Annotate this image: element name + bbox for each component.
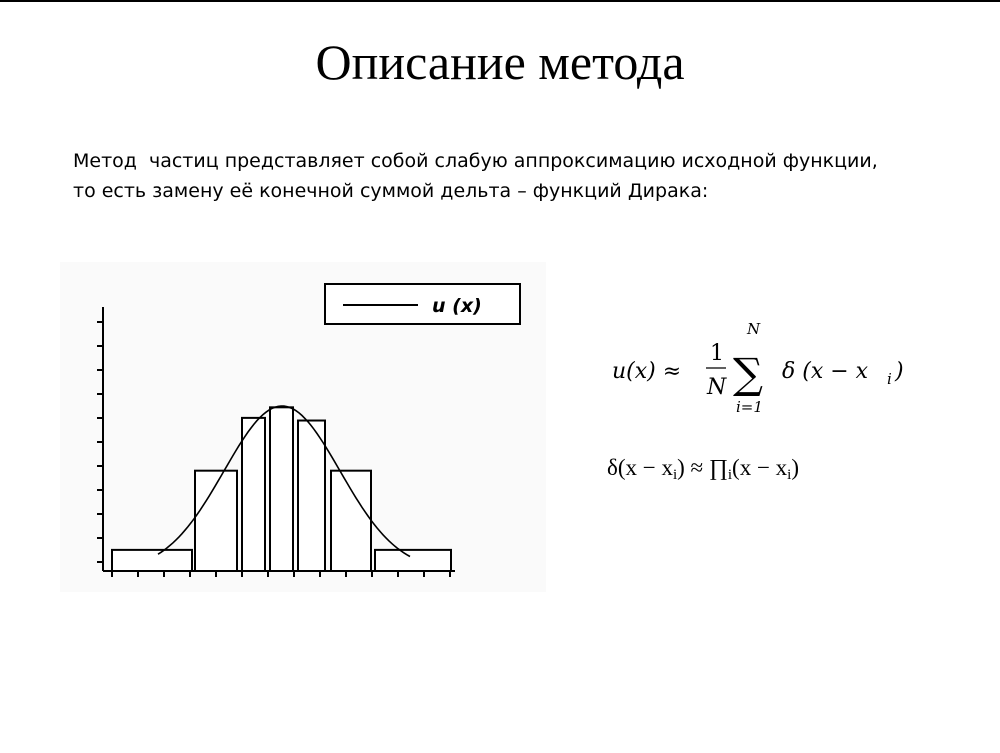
eq1-sum-lower: i=1 <box>736 398 763 416</box>
histogram-bar <box>331 471 371 571</box>
particle-histogram-figure <box>60 262 546 592</box>
eq2-right-subscript: i <box>787 467 792 483</box>
eq2-mid: ) ≈ ∏ <box>677 455 728 480</box>
intro-line-2: то есть замену её конечной суммой дельта – функций Дирака: <box>73 180 709 202</box>
eq2-left-subscript: i <box>672 467 678 483</box>
intro-line-1: Метод частиц представляет собой слабую аппроксимацию исходной функции, <box>73 150 878 172</box>
histogram-bar <box>375 550 451 571</box>
eq2-right: (x − x <box>732 455 788 480</box>
eq1-denominator: N <box>707 375 727 400</box>
product-equation <box>607 448 947 488</box>
eq1-numerator: 1 <box>710 341 724 366</box>
histogram-bar <box>112 550 192 571</box>
eq1-sum-upper: N <box>747 320 761 338</box>
eq1-sum-symbol: ∑ <box>733 349 763 398</box>
histogram-bar <box>242 418 265 571</box>
eq2-product-subscript: i <box>727 467 733 483</box>
eq1-term-close: ) <box>895 359 904 384</box>
sum-equation <box>612 312 952 422</box>
legend-label: u (x) <box>432 295 482 317</box>
eq1-lhs: u(x) ≈ <box>612 359 682 384</box>
eq2-close: ) <box>791 455 800 480</box>
intro-text <box>73 146 953 206</box>
eq1-term-subscript: i <box>887 370 892 388</box>
top-rule <box>0 0 1000 2</box>
histogram-bar <box>298 421 325 571</box>
histogram-svg <box>60 262 546 592</box>
histogram-bar <box>270 407 293 571</box>
slide-title: Описание метода <box>315 34 685 90</box>
sum-equation-svg <box>612 312 952 422</box>
eq2-left: δ(x − x <box>607 455 673 480</box>
eq1-term: δ (x − x <box>782 359 869 384</box>
